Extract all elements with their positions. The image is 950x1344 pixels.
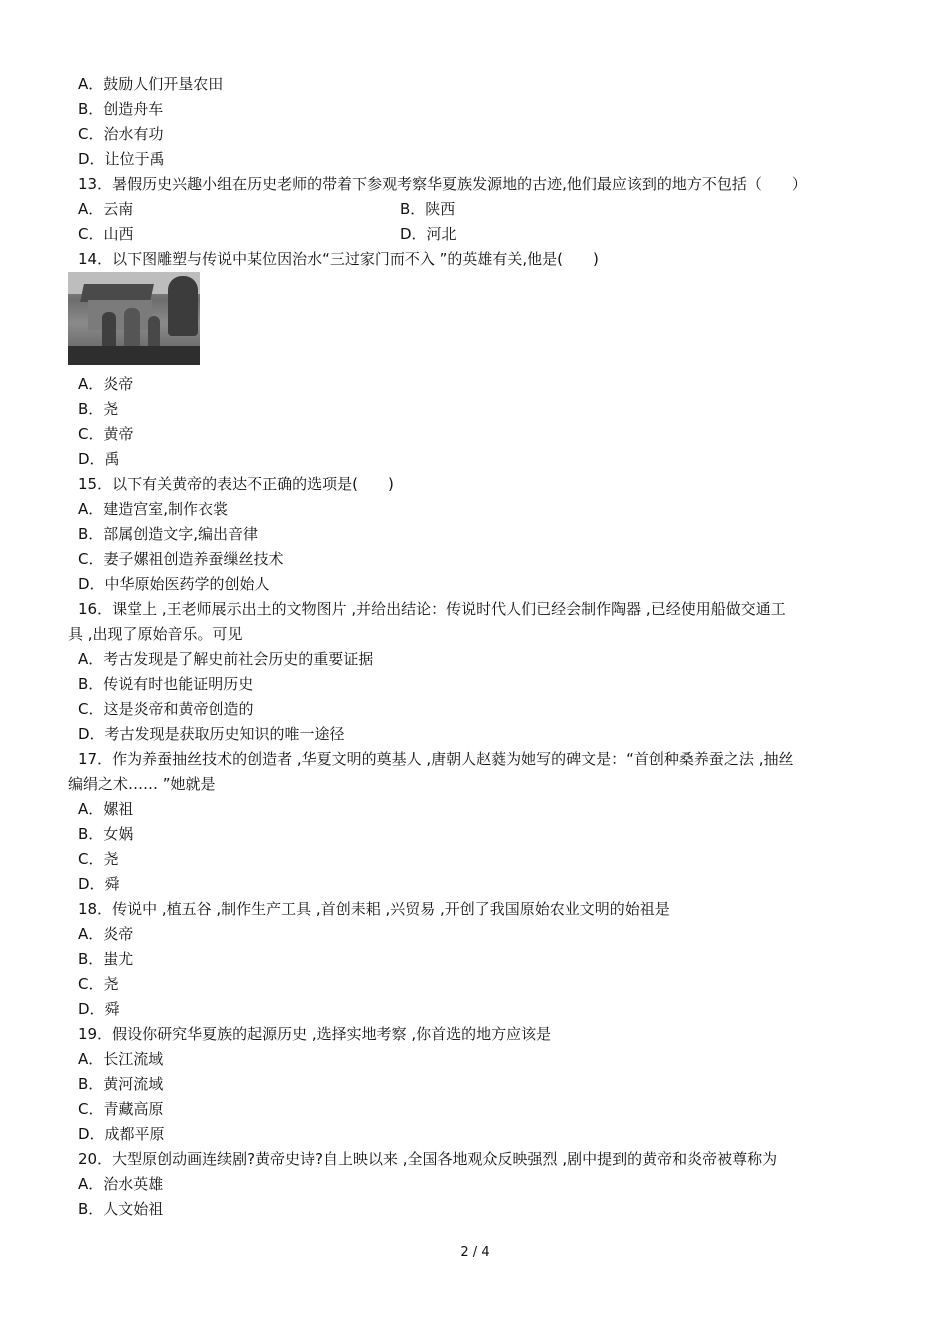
question-continuation: 编绢之术…… ”她就是 (68, 775, 216, 793)
option-line: B．人文始祖 (78, 1200, 164, 1218)
option-line: A．云南 (78, 200, 134, 218)
option-line: D．禹 (78, 450, 120, 468)
option-line: A．炎帝 (78, 375, 134, 393)
option-line: B．部属创造文字,编出音律 (78, 525, 259, 543)
option-line: C．尧 (78, 975, 119, 993)
option-line: D．中华原始医药学的创始人 (78, 575, 270, 593)
option-line: B．创造舟车 (78, 100, 164, 118)
option-line: B．传说有时也能证明历史 (78, 675, 254, 693)
question-14: 14．以下图雕塑与传说中某位因治水“三过家门而不入 ”的英雄有关,他是( ) (78, 250, 599, 268)
option-line: A．建造宫室,制作衣裳 (78, 500, 229, 518)
option-line: A．嫘祖 (78, 800, 134, 818)
option-line: B．黄河流域 (78, 1075, 164, 1093)
option-line: D．考古发现是获取历史知识的唯一途径 (78, 725, 345, 743)
option-line: A．考古发现是了解史前社会历史的重要证据 (78, 650, 374, 668)
option-line: A．炎帝 (78, 925, 134, 943)
question-17: 17．作为养蚕抽丝技术的创造者 ,华夏文明的奠基人 ,唐朝人赵蕤为她写的碑文是：“首创种桑养蚕之法 ,抽丝 (78, 750, 794, 768)
question-15: 15．以下有关黄帝的表达不正确的选项是( ) (78, 475, 394, 493)
option-line: B．尧 (78, 400, 119, 418)
option-line: A．鼓励人们开垦农田 (78, 75, 224, 93)
question-18: 18．传说中 ,植五谷 ,制作生产工具 ,首创耒耜 ,兴贸易 ,开创了我国原始农业文明的始祖是 (78, 900, 670, 918)
question-20: 20．大型原创动画连续剧?黄帝史诗?自上映以来 ,全国各地观众反映强烈 ,剧中提到的黄帝和炎帝被尊称为 (78, 1150, 778, 1168)
question-16: 16．课堂上 ,王老师展示出土的文物图片 ,并给出结论：传说时代人们已经会制作陶器 ,已经使用船做交通工 (78, 600, 786, 618)
option-line: C．黄帝 (78, 425, 134, 443)
page-number: 2 / 4 (460, 1245, 490, 1260)
question-continuation: 具 ,出现了原始音乐。可见 (68, 625, 243, 643)
option-line: A．长江流域 (78, 1050, 164, 1068)
option-line: C．山西 (78, 225, 134, 243)
option-line: B．蚩尤 (78, 950, 134, 968)
option-line: B．陕西 (400, 200, 456, 218)
option-line: C．这是炎帝和黄帝创造的 (78, 700, 254, 718)
option-line: A．治水英雄 (78, 1175, 164, 1193)
option-line: B．女娲 (78, 825, 134, 843)
option-line: C．治水有功 (78, 125, 164, 143)
option-line: C．妻子嫘祖创造养蚕缫丝技术 (78, 550, 284, 568)
option-line: D．舜 (78, 1000, 120, 1018)
option-line: C．尧 (78, 850, 119, 868)
option-line: D．成都平原 (78, 1125, 165, 1143)
option-line: D．让位于禹 (78, 150, 165, 168)
question-13: 13．暑假历史兴趣小组在历史老师的带着下参观考察华夏族发源地的古迹,他们最应该到的地方不包括（ ） (78, 175, 807, 193)
option-line: C．青藏高原 (78, 1100, 164, 1118)
question-19: 19．假设你研究华夏族的起源历史 ,选择实地考察 ,你首选的地方应该是 (78, 1025, 552, 1043)
option-line: D．舜 (78, 875, 120, 893)
sculpture-photo (68, 272, 200, 365)
option-line: D．河北 (400, 225, 457, 243)
